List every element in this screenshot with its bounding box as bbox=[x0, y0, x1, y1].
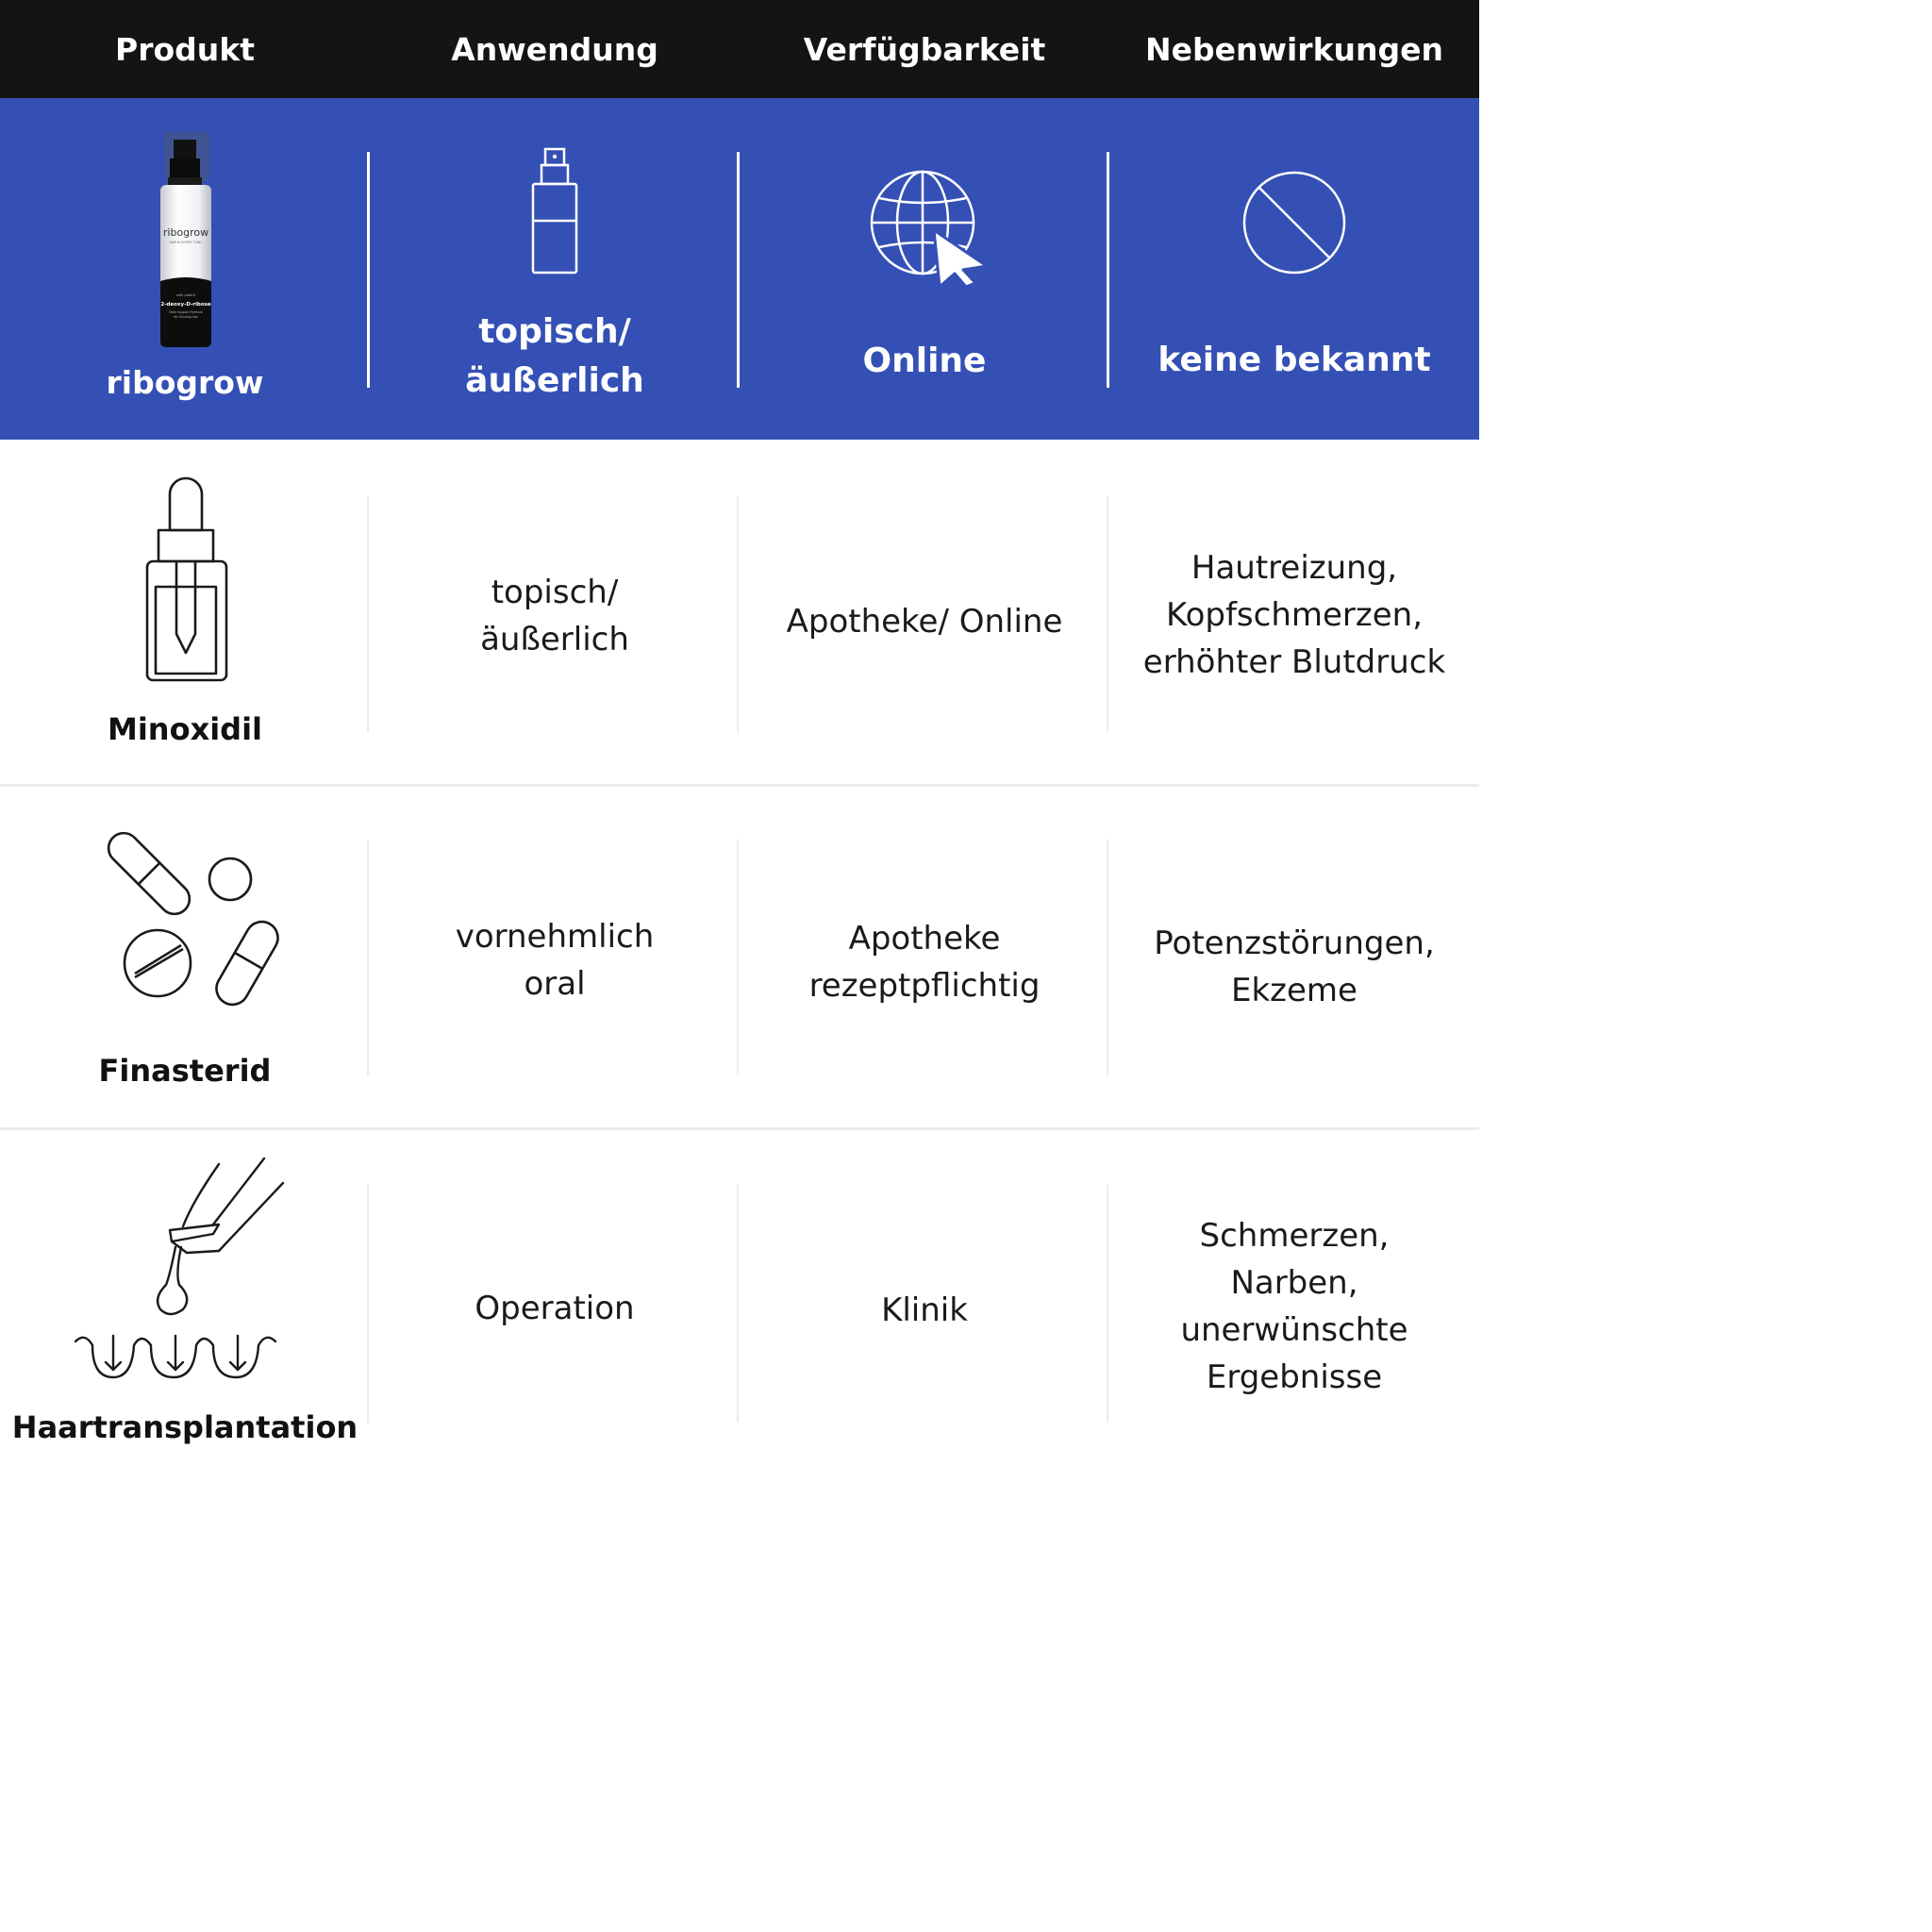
side-effects-line: Narben, bbox=[1230, 1264, 1358, 1302]
side-effects-line: Ergebnisse bbox=[1206, 1358, 1383, 1396]
side-effects-line: Hautreizung, bbox=[1191, 549, 1398, 587]
application-line: äußerlich bbox=[465, 361, 644, 400]
availability-line: Apotheke bbox=[848, 920, 1001, 958]
side-effects-line: Schmerzen, bbox=[1199, 1217, 1390, 1255]
availability-haartransplantation bbox=[740, 1287, 1109, 1334]
bottle-with-text: with potent bbox=[175, 293, 196, 297]
table-row-haartransplantation bbox=[0, 1130, 1479, 1479]
table-row-finasterid bbox=[0, 787, 1479, 1128]
application-line: topisch/ bbox=[478, 312, 631, 351]
side-effects-haartransplantation bbox=[1109, 1212, 1479, 1401]
tweezers-follicle-icon bbox=[72, 1157, 289, 1383]
bottle-line1-text: Daily Support Formula bbox=[169, 310, 203, 314]
table-row-ribogrow bbox=[0, 98, 1479, 440]
prohibited-icon bbox=[1241, 170, 1347, 275]
spray-bottle-icon bbox=[528, 147, 581, 275]
availability-ribogrow bbox=[740, 337, 1109, 386]
column-divider bbox=[367, 1185, 369, 1423]
column-divider bbox=[367, 496, 369, 732]
availability-line: Online bbox=[862, 341, 987, 380]
side-effects-line: Kopfschmerzen, bbox=[1165, 596, 1424, 634]
globe-cursor-icon bbox=[868, 168, 992, 287]
bottle-tagline-text: HAIR BOOSTER TONIC bbox=[169, 241, 203, 244]
application-line: Operation bbox=[475, 1290, 635, 1327]
side-effects-line: unerwünschte bbox=[1180, 1311, 1408, 1349]
bottle-line2-text: for thinning hair bbox=[174, 315, 198, 319]
side-effects-line: Potenzstörungen, bbox=[1154, 924, 1435, 962]
availability-minoxidil bbox=[740, 598, 1109, 645]
product-name-minoxidil: Minoxidil bbox=[107, 711, 263, 747]
product-name-haartransplantation: Haartransplantation bbox=[11, 1409, 358, 1445]
table-header bbox=[0, 0, 1479, 98]
availability-line: Apotheke/ Online bbox=[786, 603, 1063, 641]
side-effects-line: keine bekannt bbox=[1158, 341, 1431, 379]
header-nebenwirkungen: Nebenwirkungen bbox=[1145, 30, 1443, 68]
spray-bottle-product-image bbox=[151, 130, 219, 349]
side-effects-finasterid bbox=[1109, 920, 1479, 1014]
application-line: vornehmlich bbox=[455, 918, 655, 956]
application-haartransplantation bbox=[370, 1285, 740, 1332]
side-effects-line: erhöhter Blutdruck bbox=[1142, 643, 1446, 681]
product-name-ribogrow: ribogrow bbox=[106, 364, 264, 401]
availability-line: rezeptpflichtig bbox=[808, 967, 1041, 1005]
pills-icon bbox=[104, 828, 289, 1008]
dropper-bottle-icon bbox=[140, 475, 232, 685]
bottle-ingredient-text: 2-deoxy-D-ribose bbox=[160, 302, 211, 308]
table-row-minoxidil bbox=[0, 440, 1479, 785]
header-produkt: Produkt bbox=[115, 30, 255, 68]
side-effects-line: Ekzeme bbox=[1231, 972, 1357, 1009]
availability-finasterid bbox=[740, 915, 1109, 1009]
side-effects-minoxidil bbox=[1109, 544, 1479, 686]
header-verfuegbarkeit: Verfügbarkeit bbox=[803, 30, 1046, 68]
application-minoxidil bbox=[370, 569, 740, 663]
bottle-brand-text: ribogrow bbox=[162, 226, 209, 239]
application-ribogrow bbox=[370, 308, 740, 406]
side-effects-ribogrow bbox=[1109, 336, 1479, 385]
application-finasterid bbox=[370, 913, 740, 1008]
column-divider bbox=[367, 840, 369, 1075]
header-anwendung: Anwendung bbox=[451, 30, 658, 68]
availability-line: Klinik bbox=[881, 1291, 968, 1329]
application-line: oral bbox=[524, 965, 586, 1003]
application-line: topisch/ bbox=[491, 574, 619, 611]
product-name-finasterid: Finasterid bbox=[98, 1053, 272, 1089]
application-line: äußerlich bbox=[480, 621, 629, 658]
